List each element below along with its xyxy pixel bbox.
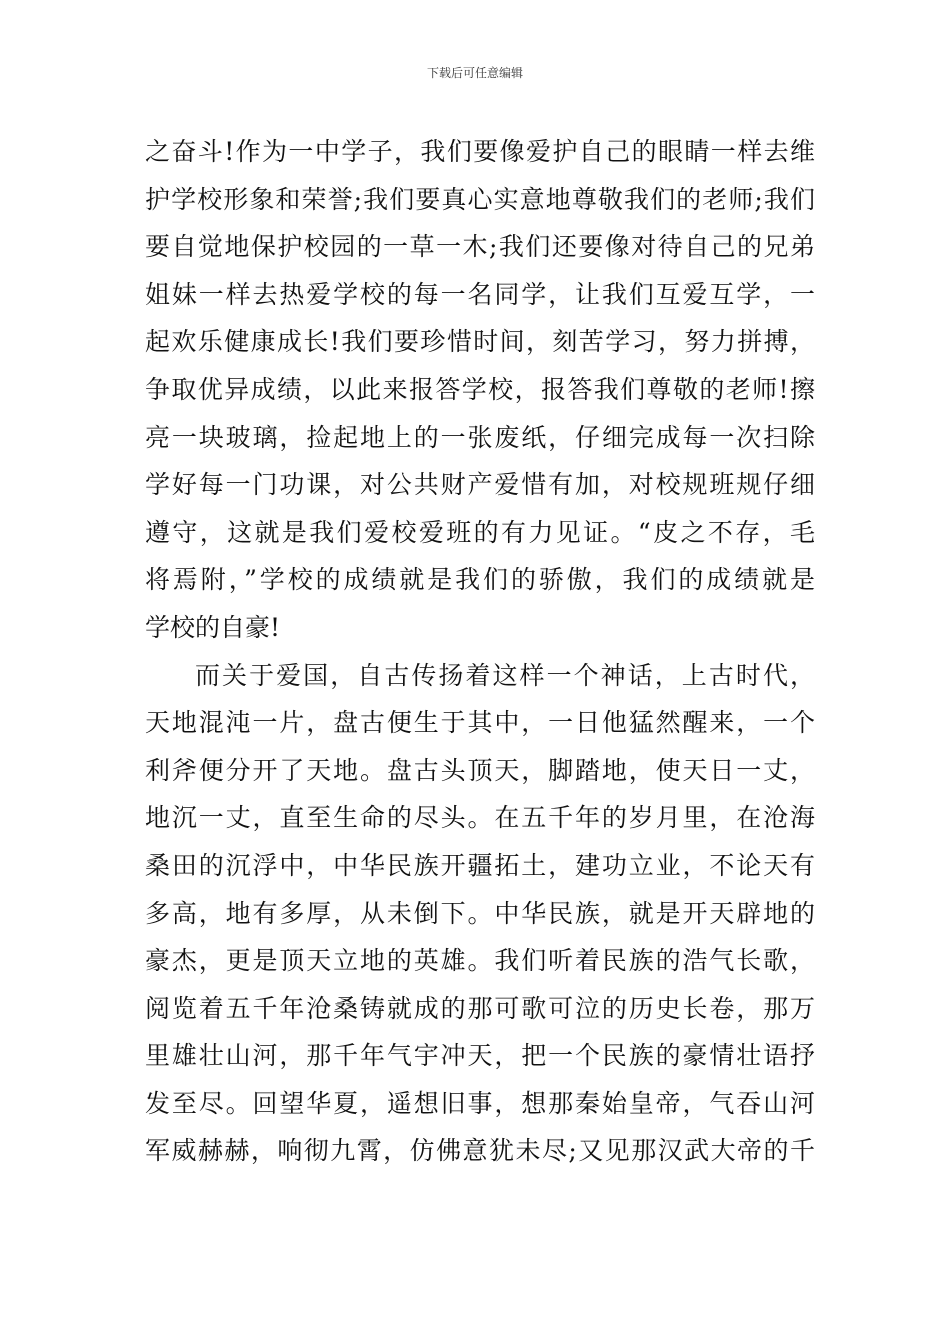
text-line: 之奋斗!作为一中学子，我们要像爱护自己的眼睛一样去维 <box>145 137 815 166</box>
text-line: 地沉一丈，直至生命的尽头。在五千年的岁月里，在沧海 <box>145 803 815 833</box>
text-line: 起欢乐健康成长!我们要珍惜时间，刻苦学习，努力拼搏， <box>145 327 815 357</box>
text-line: 争取优异成绩，以此来报答学校，报答我们尊敬的老师!擦 <box>145 374 815 404</box>
text-line: 军威赫赫，响彻九霄，仿佛意犹未尽;又见那汉武大帝的千 <box>145 1136 815 1166</box>
text-line: 将焉附，”学校的成绩就是我们的骄傲，我们的成绩就是 <box>145 565 815 595</box>
text-line: 里雄壮山河，那千年气宇冲天，把一个民族的豪情壮语抒 <box>145 1041 815 1071</box>
text-line: 学校的自豪! <box>145 612 281 642</box>
text-line: 姐妹一样去热爱学校的每一名同学，让我们互爱互学，一 <box>145 279 815 309</box>
text-line: 亮一块玻璃，捡起地上的一张废纸，仔细完成每一次扫除 <box>145 422 815 452</box>
text-line: 豪杰，更是顶天立地的英雄。我们听着民族的浩气长歌， <box>145 946 815 976</box>
text-line: 天地混沌一片，盘古便生于其中，一日他猛然醒来，一个 <box>145 708 815 738</box>
page-header: 下载后可任意编辑 <box>426 66 523 80</box>
text-line: 桑田的沉浮中，中华民族开疆拓土，建功立业，不论天有 <box>145 850 815 880</box>
text-line: 多高，地有多厚，从未倒下。中华民族，就是开天辟地的 <box>145 898 815 928</box>
text-line: 利斧便分开了天地。盘古头顶天，脚踏地，使天日一丈， <box>145 755 815 785</box>
paragraph-patriotism <box>145 652 815 1176</box>
text-line: 发至尽。回望华夏，遥想旧事，想那秦始皇帝，气吞山河 <box>145 1088 815 1118</box>
paragraph-school <box>145 128 815 652</box>
text-line: 学好每一门功课，对公共财产爱惜有加，对校规班规仔细 <box>145 470 815 500</box>
text-line: 要自觉地保护校园的一草一木;我们还要像对待自己的兄弟 <box>145 232 815 262</box>
text-line: 遵守，这就是我们爱校爱班的有力见证。“皮之不存，毛 <box>145 517 815 547</box>
text-line: 护学校形象和荣誉;我们要真心实意地尊敬我们的老师;我们 <box>145 184 815 214</box>
text-line: 而关于爱国，自古传扬着这样一个神话，上古时代， <box>195 660 815 690</box>
text-line: 阅览着五千年沧桑铸就成的那可歌可泣的历史长卷，那万 <box>145 993 815 1023</box>
document-body <box>145 128 815 1175</box>
